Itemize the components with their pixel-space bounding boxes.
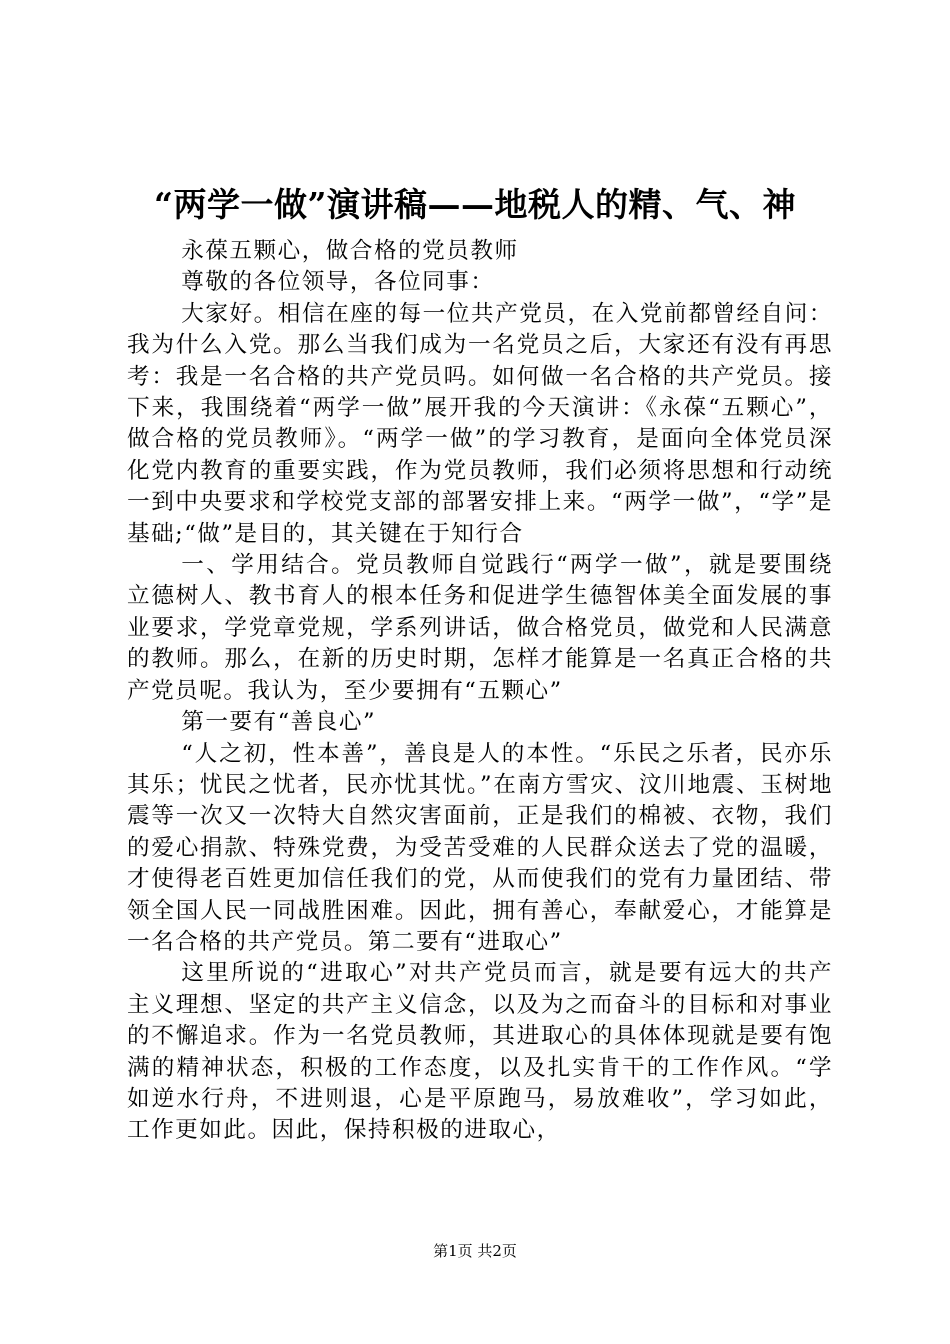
body-paragraph: “人之初，性本善”，善良是人的本性。“乐民之乐者，民亦乐其乐；忧民之忧者，民亦忧其忧。”在南方雪灾、汶川地震、玉树地震等一次又一次特大自然灾害面前，正是我们的棉被、衣物，我们的爱心捐款、特殊党费，为受苦受难的人民群众送去了党的温暖，才使得老百姓更加信任我们的党，从而使我们的党有力量团结、带领全国人民一同战胜困难。因此，拥有善心，奉献爱心，才能算是一名合格的共产党员。第二要有“进取心” <box>127 740 833 955</box>
section-heading: 第一要有“善良心” <box>181 709 376 736</box>
body-paragraph: 这里所说的“进取心”对共产党员而言，就是要有远大的共产主义理想、坚定的共产主义信念，以及为之而奋斗的目标和对事业的不懈追求。作为一名党员教师，其进取心的具体体现就是要有饱满的精神状态，积极的工作态度，以及扎实肯干的工作作风。“学如逆水行舟，不进则退，心是平原跑马，易放难收”，学习如此，工作更如此。因此，保持积极的进取心， <box>127 960 833 1144</box>
body-paragraph: 大家好。相信在座的每一位共产党员，在入党前都曾经自问：我为什么入党。那么当我们成为一名党员之后，大家还有没有再思考：我是一名合格的共产党员吗。如何做一名合格的共产党员。接下来，我围绕着“两学一做”展开我的今天演讲：《永葆“五颗心”，做合格的党员教师》。“两学一做”的学习教育，是面向全体党员深化党内教育的重要实践，作为党员教师，我们必须将思想和行动统一到中央要求和学校党支部的部署安排上来。“两学一做”，“学”是基础;“做”是目的，其关键在于知行合 <box>127 300 833 547</box>
page-number-footer: 第1页 共2页 <box>433 1242 517 1260</box>
document-title: “两学一做”演讲稿——地税人的精、气、神 <box>154 185 796 224</box>
body-paragraph: 一、学用结合。党员教师自觉践行“两学一做”，就是要围绕立德树人、教书育人的根本任务和促进学生德智体美全面发展的事业要求，学党章党规，学系列讲话，做合格党员，做党和人民满意的教师。那么，在新的历史时期，怎样才能算是一名真正合格的共产党员呢。我认为，至少要拥有“五颗心” <box>127 552 833 704</box>
salutation: 尊敬的各位领导，各位同事： <box>181 269 495 296</box>
subtitle-line: 永葆五颗心，做合格的党员教师 <box>181 238 519 264</box>
document-body <box>127 236 833 1147</box>
